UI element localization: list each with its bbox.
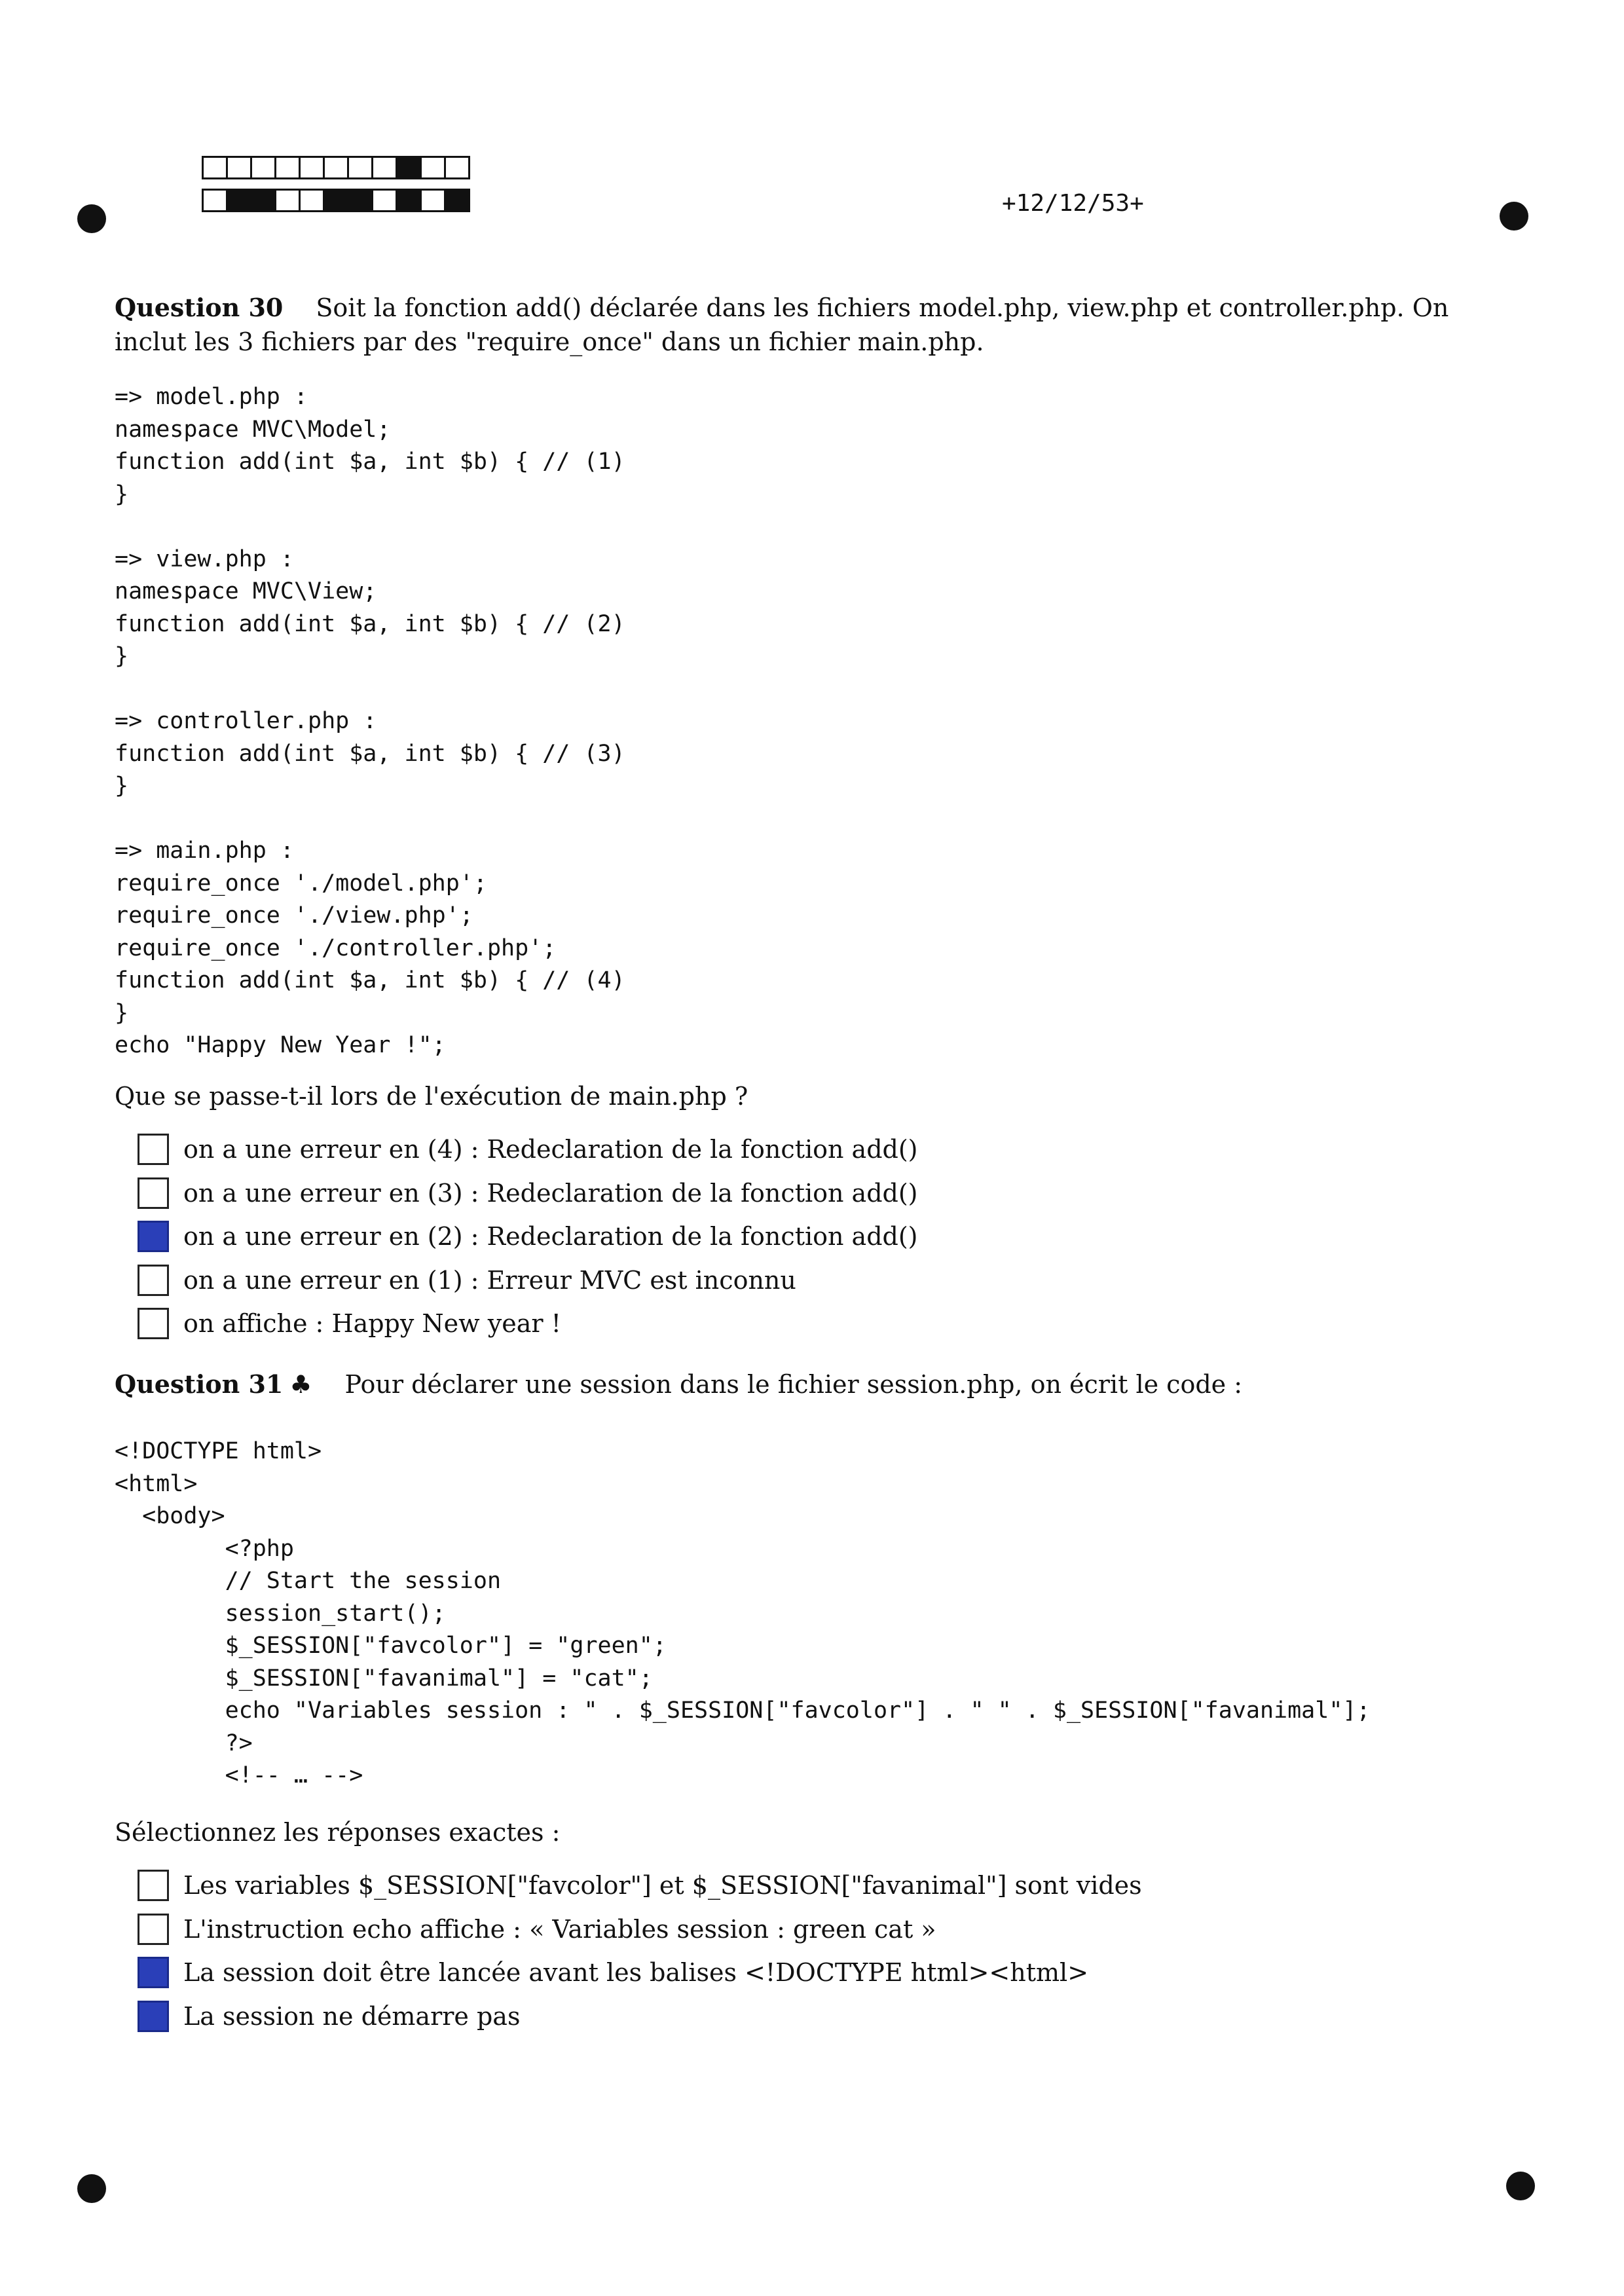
code-line: <?php [115,1535,294,1562]
code-line: function add(int $a, int $b) { // (1) [115,449,625,475]
question-31-prompt: Sélectionnez les réponses exactes : [115,1818,561,1847]
answer-label: on a une erreur en (4) : Redeclaration de la fonction add() [183,1135,918,1164]
code-line: } [115,643,129,669]
code-cell [202,156,228,179]
code-line: namespace MVC\Model; [115,416,391,443]
code-line: // Start the session [115,1568,502,1594]
answer-label: on a une erreur en (1) : Erreur MVC est inconnu [183,1265,796,1295]
answer-label: La session doit être lancée avant les balises <!DOCTYPE html><html> [183,1958,1089,1988]
code-cell [323,156,349,179]
answer-choice[interactable] [138,1951,1142,1995]
answer-choice[interactable] [138,1908,1142,1952]
code-cell [347,156,373,179]
code-cell [274,156,301,179]
code-line: echo "Variables session : " . $_SESSION["favcolor"] . " " . $_SESSION["favanimal"]; [115,1697,1371,1724]
code-cell [299,156,325,179]
code-line: } [115,999,129,1026]
question-31-header [115,1367,1503,1401]
answer-choice[interactable] [138,1302,918,1346]
question-30-prompt: Que se passe-t-il lors de l'exécution de main.php ? [115,1082,748,1111]
code-cell [274,189,301,212]
answer-choice[interactable] [138,1215,918,1259]
answer-checkbox[interactable] [138,1308,169,1339]
registration-mark-bottom-right [1506,2172,1535,2200]
code-line [115,673,625,706]
code-line: <!DOCTYPE html> [115,1438,322,1464]
code-line: <!-- … --> [115,1762,363,1788]
code-line: $_SESSION["favcolor"] = "green"; [115,1633,667,1659]
answer-choice[interactable] [138,1128,918,1172]
code-line: $_SESSION["favanimal"] = "cat"; [115,1665,653,1692]
answer-choice[interactable] [138,1259,918,1303]
code-line: session_start(); [115,1600,446,1627]
answer-label: on a une erreur en (3) : Redeclaration de la fonction add() [183,1178,918,1208]
answer-choice[interactable] [138,1995,1142,2039]
code-cell [347,189,373,212]
code-line: } [115,481,129,508]
answer-label: La session ne démarre pas [183,2001,521,2031]
question-31-text: Pour déclarer une session dans le fichier session.php, on écrit le code : [344,1370,1243,1399]
answer-checkbox[interactable] [138,1221,169,1252]
question-31-choices [138,1864,1142,2038]
question-30-code [115,381,625,1062]
page-id: +12/12/53+ [1002,190,1144,217]
question-30-choices [138,1128,918,1346]
code-line: ?> [115,1730,253,1756]
code-line: <html> [115,1470,198,1497]
code-cell [444,189,470,212]
code-cell [226,156,252,179]
answer-choice[interactable] [138,1864,1142,1908]
code-line: require_once './controller.php'; [115,935,557,961]
registration-mark-top-left [77,204,106,233]
answer-checkbox[interactable] [138,1265,169,1296]
code-line: namespace MVC\View; [115,578,377,604]
question-31-code [115,1435,1371,1792]
answer-label: Les variables $_SESSION["favcolor"] et $_SESSION["favanimal"] sont vides [183,1871,1142,1900]
question-30-text: Soit la fonction add() déclarée dans les fichiers model.php, view.php et controller.php. On inclut les 3 fichiers par des "require_once" dans un fichier main.php. [115,293,1449,356]
answer-checkbox[interactable] [138,1914,169,1945]
code-cell [444,156,470,179]
answer-checkbox[interactable] [138,2001,169,2032]
code-line [115,511,625,544]
answer-checkbox[interactable] [138,1177,169,1209]
student-code-row-2 [202,189,468,212]
code-line: } [115,773,129,799]
code-cell [420,189,446,212]
code-line: function add(int $a, int $b) { // (2) [115,610,625,637]
question-30-title: Question 30 [115,293,284,322]
code-line: function add(int $a, int $b) { // (4) [115,967,625,993]
code-line: function add(int $a, int $b) { // (3) [115,740,625,767]
code-line: require_once './view.php'; [115,902,473,929]
code-cell [396,189,422,212]
answer-checkbox[interactable] [138,1134,169,1165]
registration-mark-top-right [1500,202,1528,231]
code-line: => model.php : [115,384,308,410]
code-cell [420,156,446,179]
student-code-row-1 [202,156,468,179]
club-icon: ♣ [289,1370,312,1399]
code-cell [250,156,276,179]
answer-label: on a une erreur en (2) : Redeclaration de la fonction add() [183,1222,918,1251]
code-cell [371,189,397,212]
code-cell [226,189,252,212]
answer-choice[interactable] [138,1172,918,1215]
answer-checkbox[interactable] [138,1870,169,1901]
question-30-header [115,291,1503,359]
code-line: => view.php : [115,546,294,572]
code-line: require_once './model.php'; [115,870,487,897]
code-cell [202,189,228,212]
registration-mark-bottom-left [77,2174,106,2203]
answer-label: L'instruction echo affiche : « Variables session : green cat » [183,1914,936,1944]
code-cell [371,156,397,179]
code-cell [396,156,422,179]
answer-checkbox[interactable] [138,1957,169,1988]
code-line [115,803,625,836]
answer-label: on affiche : Happy New year ! [183,1309,561,1339]
code-cell [323,189,349,212]
code-line: <body> [115,1503,225,1529]
question-31-title: Question 31 [115,1369,284,1399]
code-line: => main.php : [115,838,294,864]
code-line: => controller.php : [115,708,377,734]
code-cell [299,189,325,212]
code-line: echo "Happy New Year !"; [115,1032,446,1058]
code-cell [250,189,276,212]
